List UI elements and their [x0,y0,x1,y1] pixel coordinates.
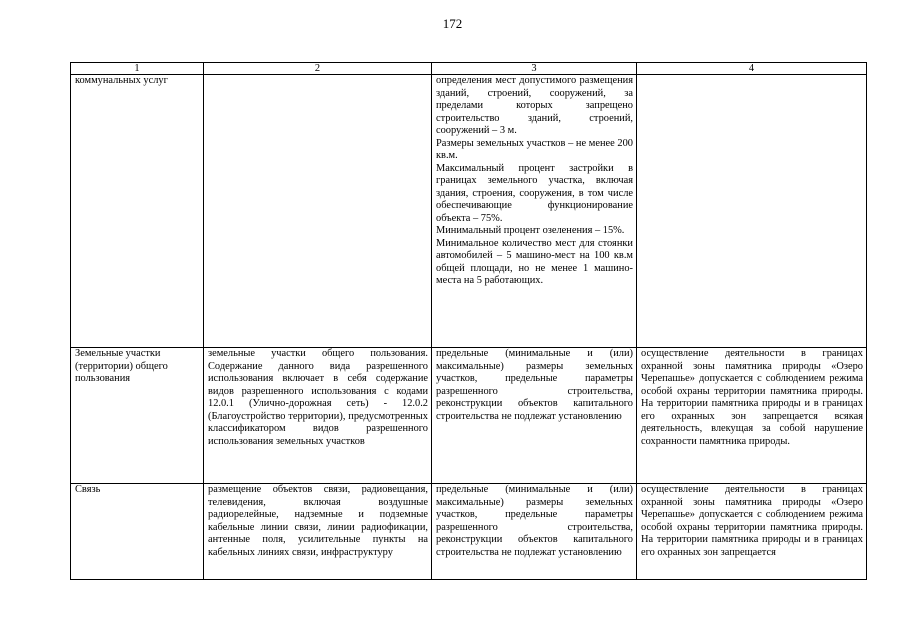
parameter-paragraph: Минимальный процент озеленения – 15%. [436,225,625,236]
column-header-4: 4 [637,63,867,75]
parameter-paragraph: Размеры земельных участков – не менее 200 кв.м. [436,137,633,161]
parameter-paragraph: Максимальный процент застройки в границах земельного участка, включая здания, строения, сооружения, в том числе обеспечивающие функционирование объекта – 75%. [436,162,633,224]
regulations-table [70,62,867,580]
table-row [71,75,867,348]
use-description-cell: земельные участки общего пользования. Содержание данного вида разрешенного использования включает в себя содержание видов разрешенного использования с кодами 12.0.1 (Улично-дорожная сеть) - 12.0.2 (Благоустройство территории), предусмотренных классификатором видов разрешенного использования земельных участков [204,348,432,484]
restrictions-cell: осуществление деятельности в границах охранной зоны памятника природы «Озеро Черепашье» допускается с соблюдением режима особой охраны территории памятника природы. На территории памятника природы и в границах его охранных зон запрещается всякая деятельность, влекущая за собой нарушение сохранности памятника природы. [637,348,867,484]
table-row [71,348,867,484]
use-type-cell: Земельные участки (территории) общего пользования [71,348,204,484]
use-type-cell: коммунальных услуг [71,75,204,348]
parameter-paragraph: предельные (минимальные и (или) максимальные) размеры земельных участков, предельные параметры разрешенного строительства, реконструкции объектов капитального строительства не подлежат установлению [436,348,633,422]
column-header-2: 2 [204,63,432,75]
parameters-cell [432,484,637,580]
table-row [71,484,867,580]
page-number: 172 [442,16,463,31]
parameters-cell [432,75,637,348]
parameter-paragraph: определения мест допустимого размещения зданий, строений, сооружений, за пределами которых запрещено строительство зданий, строений, сооружений – 3 м. [436,75,633,136]
parameter-paragraph: Минимальное количество мест для стоянки автомобилей – 5 машино-мест на 100 кв.м общей площади, но не менее 1 машино-места на 5 работающих. [436,237,633,286]
use-type-cell: Связь [71,484,204,580]
column-number-row [71,63,867,75]
use-description-cell: размещение объектов связи, радиовещания, телевидения, включая воздушные радиорелейные, надземные и подземные кабельные линии связи, линии радиофикации, антенные поля, усилительные пункты на кабельных линиях связи, инфраструктуру [204,484,432,580]
parameter-paragraph: предельные (минимальные и (или) максимальные) размеры земельных участков, предельные параметры разрешенного строительства, реконструкции объектов капитального строительства не подлежат установлению [436,484,633,558]
use-description-cell [204,75,432,348]
column-header-3: 3 [432,63,637,75]
parameters-cell [432,348,637,484]
column-header-1: 1 [71,63,204,75]
restrictions-cell: осуществление деятельности в границах охранной зоны памятника природы «Озеро Черепашье» допускается с соблюдением режима особой охраны территории памятника природы. На территории памятника природы и в границах его охранных зон запрещается [637,484,867,580]
restrictions-cell [637,75,867,348]
